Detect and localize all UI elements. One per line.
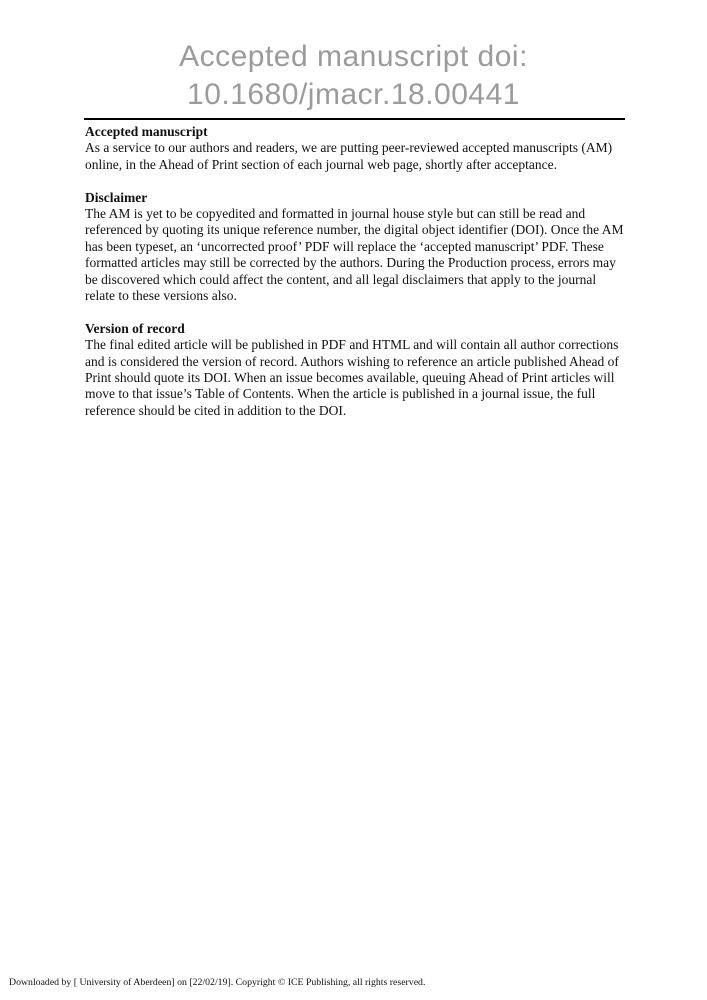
section-paragraph-disclaimer: The AM is yet to be copyedited and formatted in journal house style but can still be read and referenced by quoting its unique reference number, the digital object identifier (DOI). Once the AM has been typeset, an ‘uncorrected proof’ PDF will replace the ‘accepted manuscript’ PDF. These formatted articles may still be corrected by the authors. During the Production process, errors may be discovered which could affect the content, and all legal disclaimers that apply to the journal relate to these versions also. [85,206,624,304]
download-copyright-footer: Downloaded by [ University of Aberdeen] on [22/02/19]. Copyright © ICE Publishing, all rights reserved. [9,977,426,988]
section-heading-version-of-record: Version of record [85,320,185,336]
doi-header [0,38,707,114]
section-paragraph-accepted-manuscript: As a service to our authors and readers, we are putting peer-reviewed accepted manuscripts (AM) online, in the Ahead of Print section of each journal web page, shortly after acceptance. [85,140,613,172]
section-heading-accepted-manuscript: Accepted manuscript [85,124,208,139]
section-version-of-record [85,321,626,419]
document-body [85,124,626,419]
section-heading-disclaimer: Disclaimer [85,189,148,205]
section-paragraph-version-of-record: The final edited article will be published in PDF and HTML and will contain all author corrections and is considered the version of record. Authors wishing to reference an article published Ahead of Print should quote its DOI. When an issue becomes available, queuing Ahead of Print articles will move to that issue’s Table of Contents. When the article is published in a journal issue, the full reference should be cited in addition to the DOI. [85,337,619,418]
doi-header-line1: Accepted manuscript doi: [179,40,528,73]
header-divider [84,118,625,120]
section-accepted-manuscript [85,124,626,173]
doi-header-line2: 10.1680/jmacr.18.00441 [187,78,520,111]
section-disclaimer [85,190,626,305]
